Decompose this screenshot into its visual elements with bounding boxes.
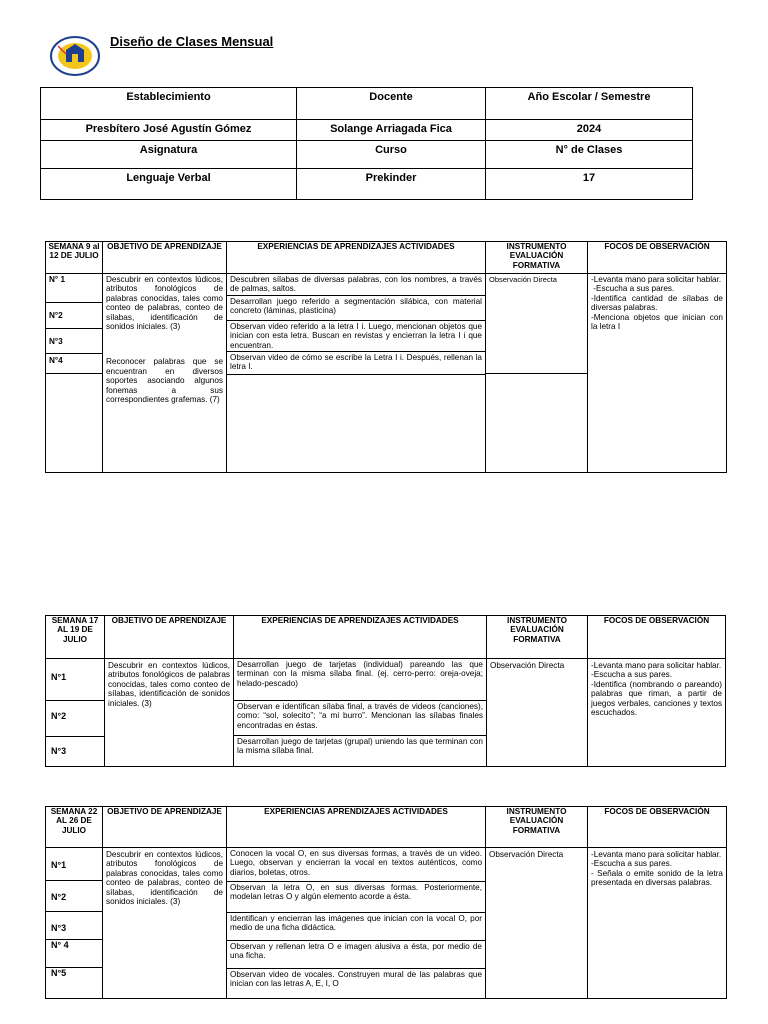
focus-item: -Identifica (nombrando o pareando) palabras que riman, a partir de juegos verbales, canciones y textos escuchados. [591,679,722,718]
focus-item: -Levanta mano para solicitar hablar. [591,661,722,670]
instrument-cell [486,274,588,473]
objectives-cell [105,659,234,767]
instrument-text: Observación Directa [486,274,587,374]
week-header: SEMANA 22 AL 26 DE JULIO [46,807,103,848]
focus-header: FOCOS DE OBSERVACIÓN [588,616,726,659]
focus-item: -Escucha a sus pares. [591,670,673,680]
activity-item: Desarrollan juego referido a segmentación silábica, con material concreto (láminas, plasticina) [227,295,485,320]
plan-table-week-1 [45,241,727,473]
activities-header: EXPERIENCIAS DE APRENDIZAJES ACTIVIDADES [227,242,486,274]
focus-header: FOCOS DE OBSERVACIÓN [588,807,727,848]
session-label: N°1 [46,848,102,881]
header-subject: Asignatura [41,141,297,169]
session-label: N°5 [51,968,67,978]
objective-text: Descubrir en contextos lúdicos, atributos fonológicos de palabras conocidas, tales como conteo de palabras, conteo de sílabas, identificación de sonidos iniciales. (3) [106,850,223,907]
header-year: Año Escolar / Semestre [486,88,693,120]
activity-item: Observan video de cómo se escribe la Letra I i. Después, rellenan la letra I. [227,351,485,375]
objective-header: OBJETIVO DE APRENDIZAJE [105,616,234,659]
instrument-text: Observación Directa [490,661,565,670]
objective-header: OBJETIVO DE APRENDIZAJE [103,807,227,848]
focus-item: -Levanta mano para solicitar hablar. [591,850,722,859]
instrument-header: INSTRUMENTO EVALUACIÓN FORMATIVA [486,807,588,848]
activity-item: Observan la letra O, en sus diversas formas. Posteriormente, modelan letras O y algún elemento acorde a ésta. [227,881,485,912]
focus-item: -Escucha a sus pares. [591,284,675,294]
sessions-column [46,659,105,767]
objective-text: Reconocer palabras que se encuentran en diversos soportes asociando algunos fonemas a sus correspondientes grafemas. (7) [106,357,223,405]
plan-table-week-2 [45,615,726,767]
objectives-cell [103,274,227,473]
session-label: N°3 [46,329,102,354]
activities-cell [234,659,487,767]
session-label: N°2 [46,881,102,912]
objective-text: Descubrir en contextos lúdicos, atributos fonológicos de palabras conocidas, tales como conteo de sílabas, identificación de sonidos iniciales. (3) [108,661,230,708]
school-logo [48,34,102,78]
header-course: Curso [297,141,486,169]
activity-item: Desarrollan juego de tarjetas (grupal) uniendo las que terminan con la misma sílaba final. [234,735,486,766]
document-title: Diseño de Clases Mensual [110,34,274,49]
activities-cell [227,848,486,999]
activities-header: EXPERIENCIAS DE APRENDIZAJES ACTIVIDADES [234,616,487,659]
activities-header: EXPERIENCIAS APRENDIZAJES ACTIVIDADES [227,807,486,848]
activity-item: Identifican y encierran las imágenes que inician con la vocal O, por medio de una ficha didáctica. [227,912,485,940]
focus-item: -Menciona objetos que inician con la letra I [591,312,723,332]
session-label: N°1 [46,659,104,701]
activity-item: Observan video de vocales. Construyen mural de las palabras que inician con las letras A, E, I, O [227,968,485,998]
activity-item: Observan y rellenan letra O e imagen alusiva a ésta, por medio de una ficha. [227,940,485,968]
info-table [40,87,693,200]
focus-cell [588,659,726,767]
session-label: N°2 [46,303,102,329]
activity-item: Conocen la vocal O, en sus diversas formas, a través de un video. Luego, observan y encierran la vocal en textos auténticos, como diarios, boletas, otros. [230,849,482,877]
activity-item: Observan e identifican sílaba final, a través de videos (canciones), como: “sol, solecito”; “a mi burro”. Mencionan las sílabas finales encontradas en éstas. [234,700,486,735]
instrument-header: INSTRUMENTO EVALUACIÓN FORMATIVA [486,242,588,274]
focus-item: -Levanta mano para solicitar hablar. [591,275,722,284]
objectives-cell [103,848,227,999]
value-year: 2024 [486,120,693,141]
instrument-header: INSTRUMENTO EVALUACIÓN FORMATIVA [487,616,588,659]
sessions-column [46,274,103,473]
week-header: SEMANA 9 al 12 DE JULIO [46,242,103,274]
value-teacher: Solange Arriagada Fica [297,120,486,141]
header-teacher: Docente [297,88,486,120]
instrument-text: Observación Directa [489,850,564,859]
header-establishment: Establecimiento [41,88,297,120]
session-label: N°3 [51,746,67,756]
session-label: N°2 [46,701,104,737]
focus-header: FOCOS DE OBSERVACIÓN [588,242,727,274]
session-label: N° 1 [46,274,102,303]
week-header: SEMANA 17 AL 19 DE JULIO [46,616,105,659]
activity-item: Descubren sílabas de diversas palabras, con los nombres, a través de palmas, saltos. [230,275,482,294]
focus-item: -Escucha a sus pares. [591,859,673,869]
instrument-cell [486,848,588,999]
activity-item: Desarrollan juego de tarjetas (individual) pareando las que terminan con la misma sílaba final. (ej. cerro-perro: oreja-oveja; helado-pescado) [237,660,483,688]
value-course: Prekinder [297,169,486,200]
focus-cell [588,848,727,999]
focus-cell [588,274,727,473]
instrument-cell [487,659,588,767]
plan-table-week-3 [45,806,727,999]
session-label: N° 4 [46,940,102,968]
activity-item: Observan video referido a la letra I i. Luego, mencionan objetos que inician con esta letra. Buscan en revistas y encierran la letra I i que encuentran. [227,320,485,351]
objective-text: Descubrir en contextos lúdicos, atributos fonológicos de palabras conocidas, tales como conteo de palabras, conteo de sílabas, identificación de sonidos iniciales. (3) [106,275,223,332]
value-establishment: Presbítero José Agustín Gómez [41,120,297,141]
activities-cell [227,274,486,473]
value-classes: 17 [486,169,693,200]
value-subject: Lenguaje Verbal [41,169,297,200]
objective-header: OBJETIVO DE APRENDIZAJE [103,242,227,274]
header-classes: N° de Clases [486,141,693,169]
session-label: N°4 [46,354,102,374]
session-label: N°3 [46,912,102,940]
focus-item: - Señala o emite sonido de la letra presentada en diversas palabras. [591,868,723,888]
sessions-column [46,848,103,999]
focus-item: -Identifica cantidad de sílabas de diversas palabras. [591,293,723,313]
